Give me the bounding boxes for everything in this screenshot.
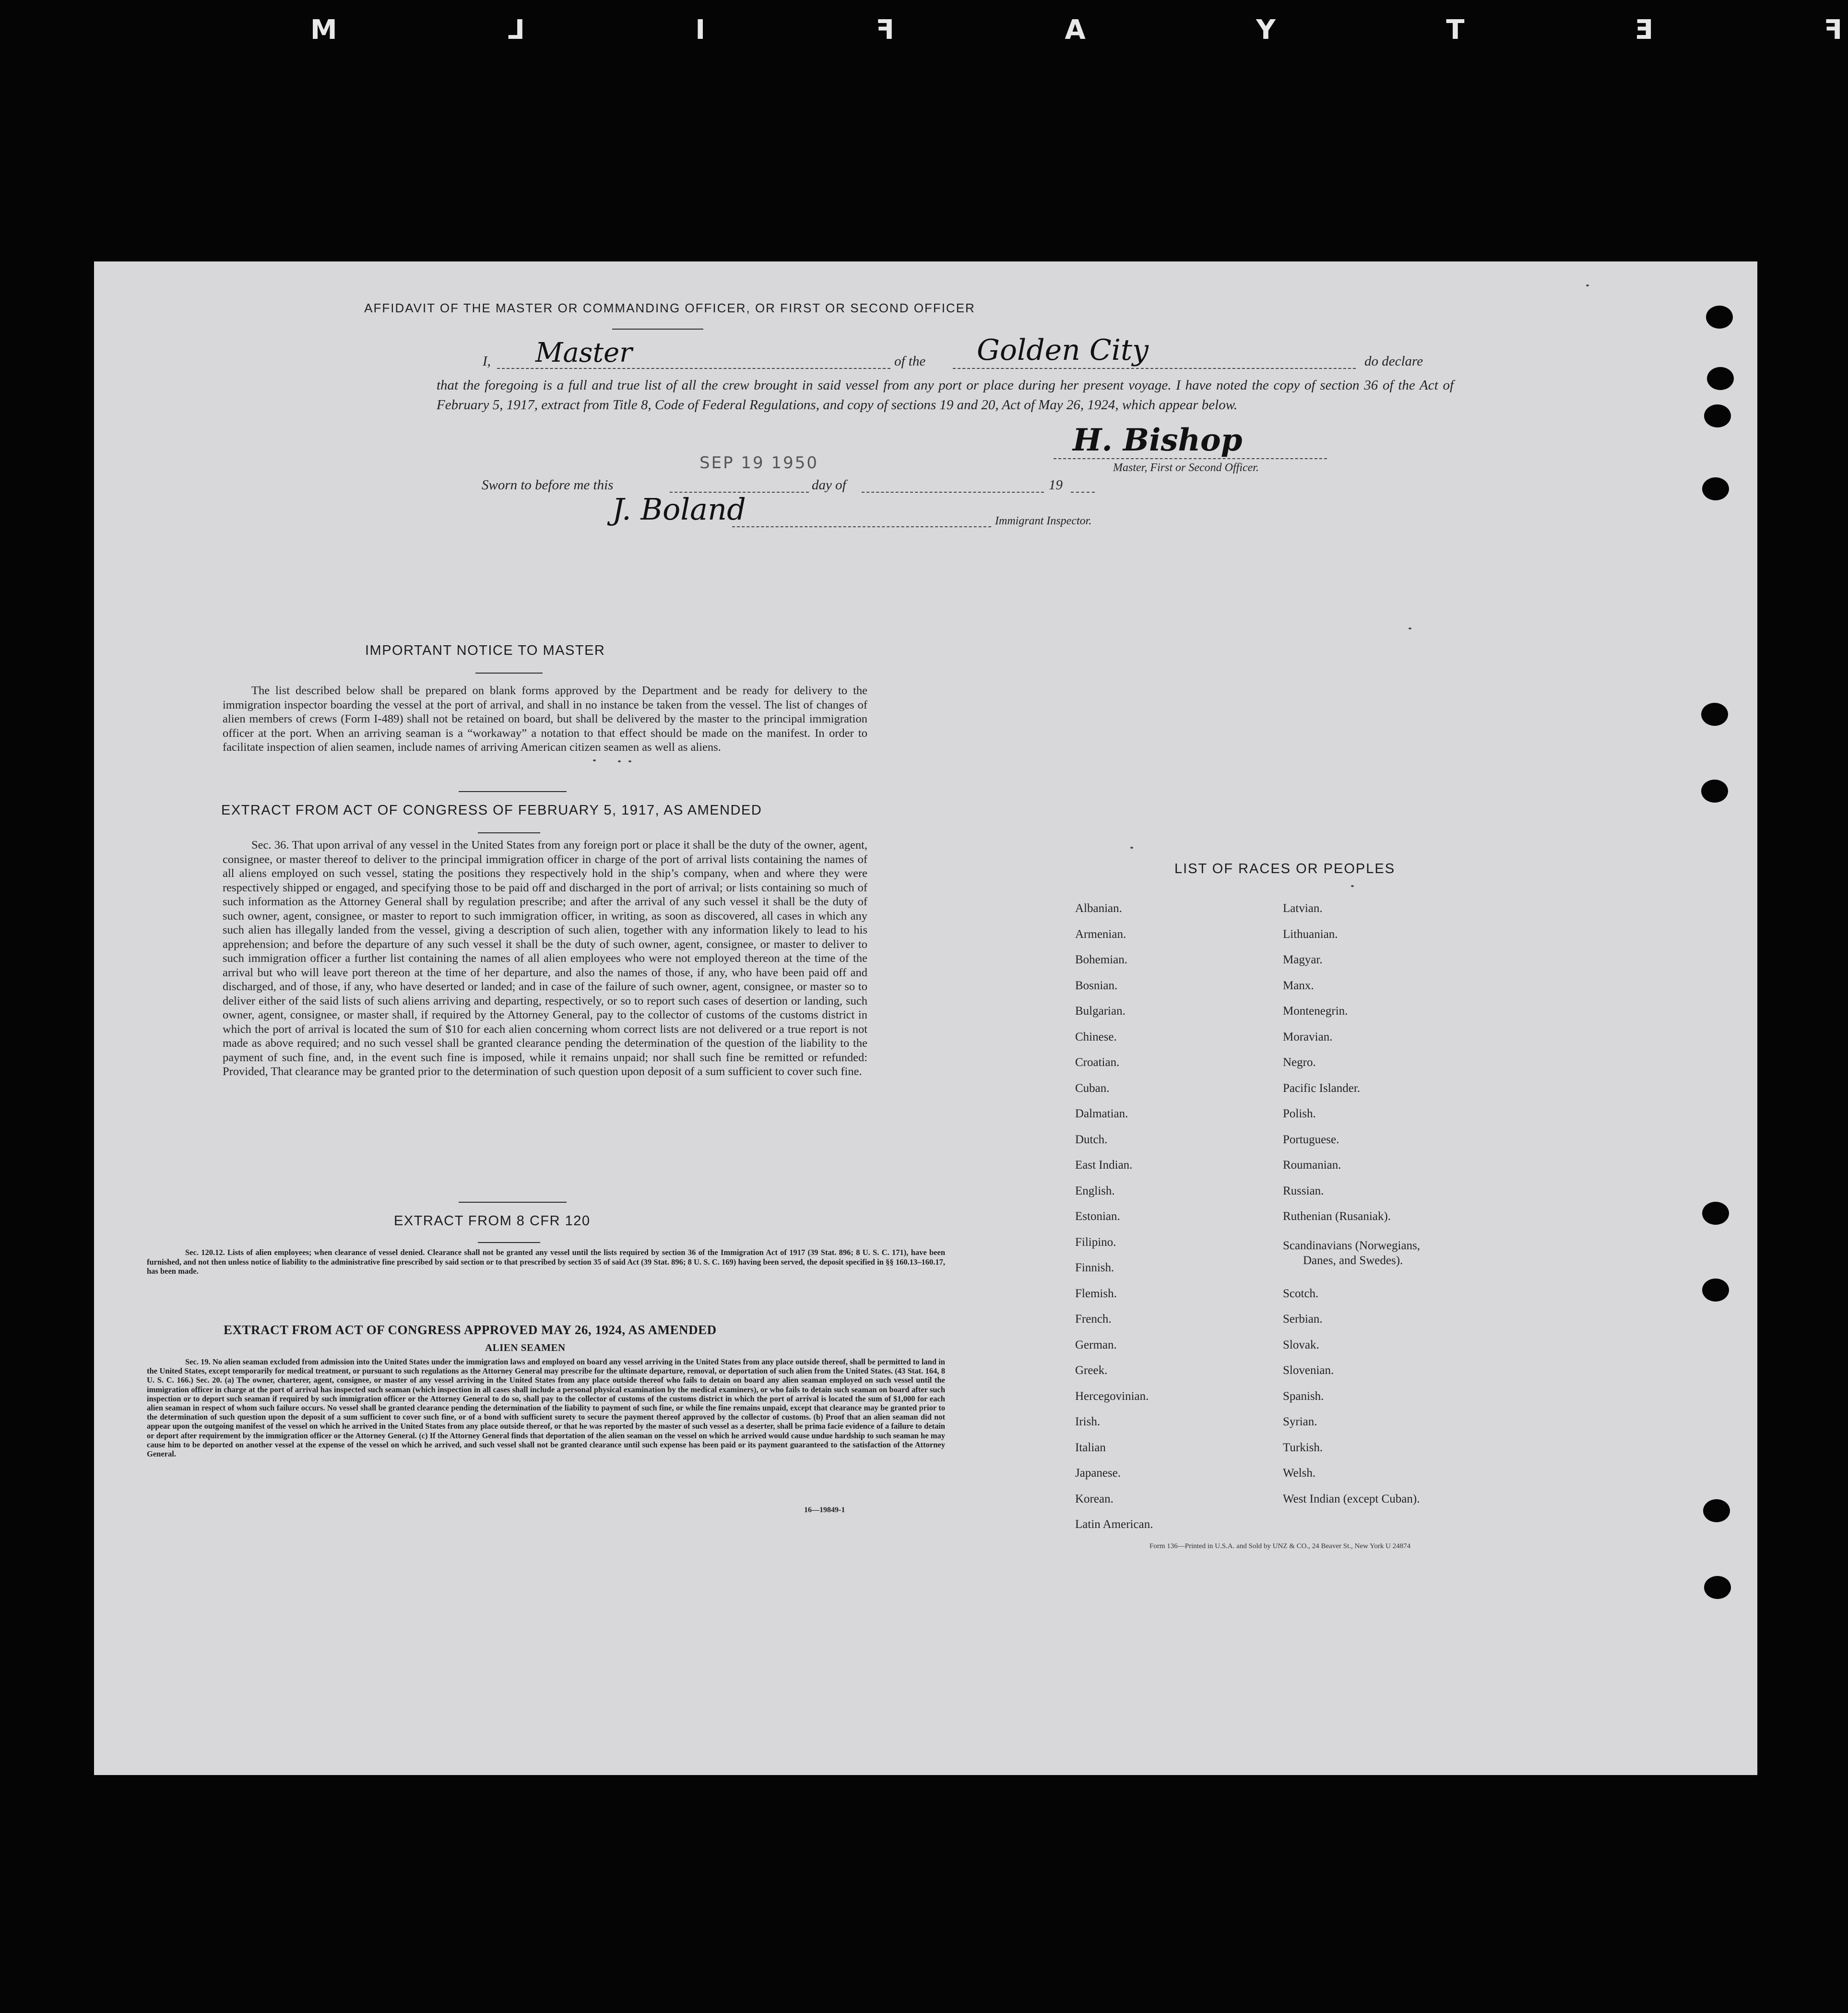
race-col1-item: Korean. [1075, 1492, 1114, 1505]
race-col2-item: Syrian. [1283, 1415, 1317, 1428]
race-col1-item: Armenian. [1075, 928, 1126, 941]
race-col1-item: Dalmatian. [1075, 1107, 1128, 1120]
race-col2-item: Slovak. [1283, 1338, 1319, 1351]
manifest-page [94, 261, 1757, 1775]
affidavit-title: AFFIDAVIT OF THE MASTER OR COMMANDING OFFICER, OR FIRST OR SECOND OFFICER [364, 301, 975, 315]
race-col2-item: Latvian. [1283, 902, 1323, 915]
scan-speck [593, 759, 596, 761]
notice-body: The list described below shall be prepared on blank forms approved by the Department and be ready for delivery to the immigration inspector boarding the vessel at the port of arrival, and shall in no instance be taken from the vessel. The list of changes of alien members of crews (Form I-489) shall not be retained on board, but shall be delivered by the master to the principal immigration officer at the port. When an arriving seaman is a “workaway” a notation to that effect should be made on the manifest. In order to facilitate inspection of alien seamen, include names of arriving American citizen seamen as well as aliens. [223, 684, 867, 754]
race-col1-item: Italian [1075, 1441, 1106, 1454]
inspector-signature-line [732, 526, 991, 527]
race-col1-item: Cuban. [1075, 1082, 1110, 1095]
race-col2-item: Serbian. [1283, 1313, 1323, 1326]
divider [459, 1202, 567, 1203]
race-col2-item: Pacific Islander. [1283, 1082, 1361, 1095]
race-col1-item: Latin American. [1075, 1518, 1153, 1531]
race-col1-item: French. [1075, 1313, 1112, 1326]
punch-hole [1704, 1576, 1731, 1599]
punch-hole [1704, 404, 1731, 427]
extract-1917-body: Sec. 36. That upon arrival of any vessel in the United States from any foreign port or place it shall be the duty of the owner, agent, consignee, or master thereof to deliver to the principal immigration officer in charge of the port of arrival lists containing the names of all aliens employed on such vessel, stating the positions they respectively hold in the ship’s company, when and where they were respectively shipped or engaged, and specifying those to be paid off and discharged in the port of arrival; or lists containing so much of such information as the Attorney General shall by regulation prescribe; and after the arrival of any such vessel it shall be the duty of such owner, agent, consignee, or master to report to such immigration officer, in writing, as soon as discovered, all cases in which any such alien has illegally landed from the vessel, giving a description of such alien, together with any information likely to lead to his apprehension; and before the departure of any such vessel it shall be the duty of such owner, agent, consignee, or master to deliver to such immigration officer a further list containing the names of all alien employees who were not employed thereon at the time of the arrival but who will leave port thereon at the time of her departure, and also the names of those, if any, who have been paid off and discharged, and of those, if any, who have deserted or landed; and in case of the failure of such owner, agent, consignee, or master so to deliver either of the said lists of such aliens arriving and departing, respectively, or so to report such cases of desertion or landing, such owner, agent, consignee, or master shall, if required by the Attorney General, pay to the collector of customs of the customs district in which the port of arrival is located the sum of $10 for each alien concerning whom correct lists are not delivered or a true report is not made as above required; and no such vessel shall be granted clearance pending the determination of the question of the liability to the payment of such fine, and, in the event such fine is imposed, while it remains unpaid; nor shall such fine be remitted or refunded: Provided, That clearance may be granted prior to the determination of such question upon deposit of a sum sufficient to cover such fine. [223, 839, 867, 1078]
extract-cfr-body: Sec. 120.12. Lists of alien employees; when clearance of vessel denied. Clearance shall not be granted any vessel until the lists required by section 36 of the Immigration Act of 1917 (39 Stat. 896; 8 U. S. C. 171), have been furnished, and not then unless notice of liability to the administrative fine prescribed by said section or to that prescribed by section 35 of said Act (39 Stat. 896; 8 U. S. C. 169) having been served, the deposit specified in §§ 160.13–160.17, has been made. [147, 1248, 945, 1276]
race-col2-item: Welsh. [1283, 1467, 1316, 1480]
race-col1-item: German. [1075, 1338, 1117, 1351]
title-divider [612, 329, 703, 330]
race-col2-item: Manx. [1283, 979, 1314, 992]
master-caption: Master, First or Second Officer. [1113, 462, 1259, 474]
race-col1-item: Bohemian. [1075, 953, 1128, 966]
date-stamp: SEP 19 1950 [699, 453, 818, 473]
sworn-year-prefix: 19 [1049, 477, 1063, 493]
vessel-fill-line [953, 368, 1356, 369]
punch-hole [1702, 1279, 1729, 1302]
punch-hole [1706, 306, 1733, 329]
divider [459, 791, 567, 792]
inspector-signature: J. Boland [612, 492, 746, 527]
punch-hole [1707, 367, 1734, 390]
notice-title: IMPORTANT NOTICE TO MASTER [365, 643, 605, 658]
race-col1-item: Bosnian. [1075, 979, 1118, 992]
race-col2-item: Montenegrin. [1283, 1005, 1348, 1018]
race-col1-item: Hercegovinian. [1075, 1390, 1149, 1403]
scan-speck [618, 760, 621, 762]
race-col2-item: Slovenian. [1283, 1364, 1334, 1377]
extract-1917-title: EXTRACT FROM ACT OF CONGRESS OF FEBRUARY 5, 1917, AS AMENDED [221, 803, 762, 818]
scan-speck [1409, 628, 1411, 629]
master-signature-line [1054, 458, 1327, 459]
punch-hole [1702, 1202, 1729, 1225]
affidavit-body: that the foregoing is a full and true list of all the crew brought in said vessel from any port or place during her present voyage. I have noted the copy of section 36 of the Act of February 5, 1917, extract from Title 8, Code of Federal Regulations, and copy of sections 19 and 20, Act of May 26, 1924, which appear below. [437, 378, 1454, 413]
race-col1-item: English. [1075, 1184, 1115, 1197]
race-col1-item: East Indian. [1075, 1159, 1133, 1172]
race-col2-item: Negro. [1283, 1056, 1316, 1069]
race-col1-item: Filipino. [1075, 1236, 1116, 1249]
sworn-month-line [862, 492, 1044, 493]
sworn-day-of: day of [812, 477, 846, 493]
master-signature: H. Bishop [1073, 422, 1243, 458]
race-col2-item: Russian. [1283, 1184, 1324, 1197]
race-col2-item: Spanish. [1283, 1390, 1324, 1403]
race-col1-item: Dutch. [1075, 1133, 1108, 1146]
punch-hole [1701, 780, 1728, 803]
form-printer-note: Form 136—Printed in U.S.A. and Sold by UNZ & CO., 24 Beaver St., New York U 24874 [1149, 1542, 1411, 1550]
race-col2-item: Scandinavians (Norwegians, [1283, 1239, 1421, 1252]
divider [478, 1242, 540, 1243]
race-col1-item: Irish. [1075, 1415, 1101, 1428]
race-col1-item: Estonian. [1075, 1210, 1120, 1223]
race-col1-item: Bulgarian. [1075, 1005, 1125, 1018]
divider [478, 832, 540, 833]
notice-divider [475, 673, 543, 674]
race-col2-item: Polish. [1283, 1107, 1316, 1120]
race-col2-item: Roumanian. [1283, 1159, 1341, 1172]
race-col1-item: Albanian. [1075, 902, 1122, 915]
race-col1-item: Chinese. [1075, 1030, 1117, 1043]
race-col1-item: Flemish. [1075, 1287, 1117, 1300]
affidavit-i-prefix: I, [483, 354, 491, 369]
race-col1-item: Japanese. [1075, 1467, 1121, 1480]
race-col2-item: West Indian (except Cuban). [1283, 1492, 1420, 1505]
races-title: LIST OF RACES OR PEOPLES [1174, 861, 1396, 876]
race-col1-item: Croatian. [1075, 1056, 1120, 1069]
scan-speck [628, 760, 631, 762]
race-col2-item: Turkish. [1283, 1441, 1323, 1454]
race-col2-item: Lithuanian. [1283, 928, 1338, 941]
punch-hole [1702, 477, 1729, 500]
race-col1-item: Finnish. [1075, 1261, 1114, 1274]
race-col2-item: Ruthenian (Rusaniak). [1283, 1210, 1391, 1223]
punch-hole [1701, 703, 1728, 726]
sworn-year-line [1071, 492, 1095, 493]
race-col2-item: Portuguese. [1283, 1133, 1339, 1146]
form-reference-number: 16—19849-1 [804, 1506, 845, 1514]
scan-speck [1586, 284, 1589, 286]
sworn-prefix: Sworn to before me this [482, 477, 614, 493]
extract-1924-subtitle: ALIEN SEAMEN [485, 1342, 566, 1353]
film-strip-letters: F E T Y A F I L M [229, 14, 1842, 46]
vessel-name-handwritten: Golden City [977, 333, 1149, 367]
inspector-caption: Immigrant Inspector. [995, 515, 1092, 527]
scan-speck [1351, 885, 1354, 887]
microfilm-header-strip [0, 0, 1848, 67]
extract-1924-title: EXTRACT FROM ACT OF CONGRESS APPROVED MAY 26, 1924, AS AMENDED [224, 1323, 717, 1337]
extract-cfr-title: EXTRACT FROM 8 CFR 120 [394, 1213, 591, 1229]
race-col2-item: Danes, and Swedes). [1303, 1254, 1403, 1267]
extract-1924-body: Sec. 19. No alien seaman excluded from admission into the United States under the immigration laws and employed on board any vessel arriving in the United States from any place outside thereof, shall be permitted to land in the United States, except temporarily for medical treatment, or pursuant to such regulations as the Attorney General may prescribe for the ultimate departure, removal, or deportation of such alien from the United States. (43 Stat. 164, 8 U. S. C. 166.) Sec. 20. (a) The owner, charterer, agent, consignee, or master of any vessel arriving in the United States from any place outside thereof who fails to detain on board any alien seaman employed on such vessel until the immigration officer in charge at the port of arrival has inspected such seaman (which inspection in all cases shall include a personal physical examination by the medical examiners), or who fails to detain such seaman on board after such inspection or to deport such seaman if required by such immigration officer or the Attorney General to do so, shall pay to the collector of customs of the customs district in which the port of arrival is located the sum of $1,000 for each alien seaman in respect of whom such failure occurs. No vessel shall be granted clearance pending the determination of the liability to payment of such fine, or while the fine remains unpaid, except that clearance may be granted prior to the determination of such question upon the deposit of a sum sufficient to cover such fine, or of a bond with sufficient surety to secure the payment thereof approved by the collector of customs. (b) Proof that an alien seaman did not appear upon the outgoing manifest of the vessel on which he arrived in the United States from any place outside thereof, or that he was reported by the master of such vessel as a deserter, shall be prima facie evidence of a failure to detain or deport after requirement by the immigration officer or the Attorney General. (c) If the Attorney General finds that deportation of the alien seaman on the vessel on which he arrived would cause undue hardship to such seaman he may cause him to be deported on another vessel at the expense of the vessel on which he arrived, and such vessel shall not be granted clearance until such expense has been paid or its payment guaranteed to the satisfaction of the Attorney General. [147, 1357, 945, 1459]
scan-speck [1130, 847, 1133, 849]
affidavit-do-declare: do declare [1364, 354, 1423, 369]
affidavit-of-the: of the [894, 354, 926, 369]
race-col1-item: Greek. [1075, 1364, 1108, 1377]
punch-hole [1703, 1499, 1730, 1522]
race-col2-item: Scotch. [1283, 1287, 1319, 1300]
race-col2-item: Magyar. [1283, 953, 1323, 966]
race-col2-item: Moravian. [1283, 1030, 1333, 1043]
master-name-handwritten: Master [535, 337, 632, 368]
